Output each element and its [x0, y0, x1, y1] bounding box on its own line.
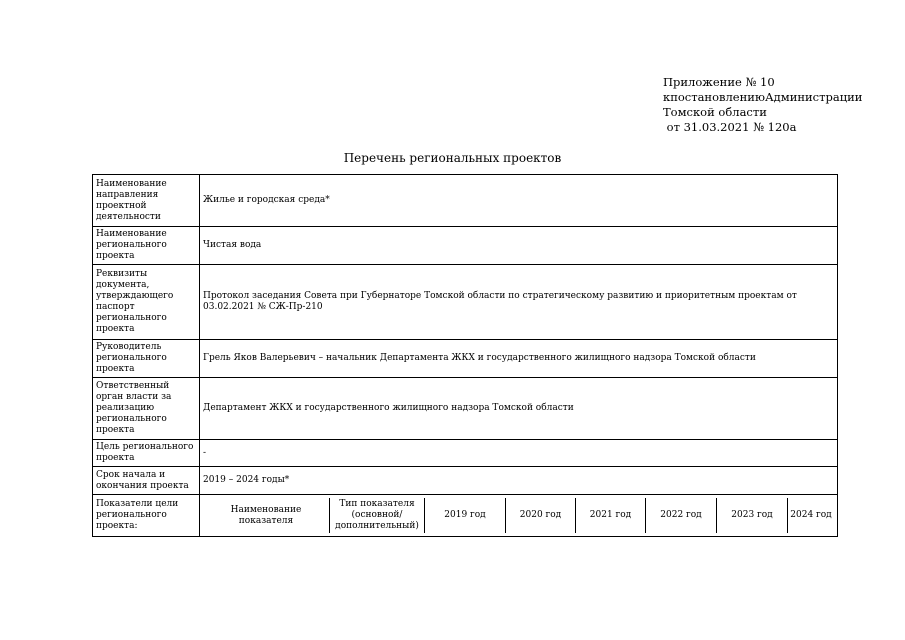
- table-row: [93, 175, 838, 227]
- projects-table: [92, 174, 838, 537]
- row-value: Протокол заседания Совета при Губернаторе Томской области по стратегическому развитию и приоритетным проектам от 03.02.2021 № СЖ-Пр-210: [200, 265, 838, 340]
- table-row: [93, 440, 838, 467]
- document-title: Перечень региональных проектов: [343, 151, 562, 165]
- row-label: Показатели цели регионального проекта:: [93, 495, 200, 537]
- appendix-word: постановлению: [670, 90, 765, 104]
- indicators-header-row: [203, 498, 834, 533]
- table-row: [93, 467, 838, 495]
- appendix-line-1: Приложение № 10: [663, 75, 775, 89]
- header-year-2021: 2021 год: [576, 498, 646, 533]
- table-row: [93, 227, 838, 265]
- appendix-word: Администрации: [764, 90, 863, 104]
- header-year-2022: 2022 год: [646, 498, 717, 533]
- header-year-2023: 2023 год: [717, 498, 788, 533]
- appendix-line-3: Томской области: [663, 105, 767, 119]
- row-value: Департамент ЖКХ и государственного жилищного надзора Томской области: [200, 378, 838, 440]
- indicators-header-cell: [200, 495, 838, 537]
- header-year-2019: 2019 год: [425, 498, 506, 533]
- header-indicator-type: Тип показателя (основной/ дополнительный): [330, 498, 425, 533]
- header-year-2024: 2024 год: [788, 498, 835, 533]
- table-row: [93, 340, 838, 378]
- row-value: Грель Яков Валерьевич – начальник Департамента ЖКХ и государственного жилищного надзора Томской области: [200, 340, 838, 378]
- row-label: Реквизиты документа, утверждающего паспорт регионального проекта: [93, 265, 200, 340]
- row-label: Ответственный орган власти за реализацию регионального проекта: [93, 378, 200, 440]
- header-year-2020: 2020 год: [506, 498, 576, 533]
- row-label: Цель регионального проекта: [93, 440, 200, 467]
- appendix-block: [663, 75, 861, 135]
- row-value: -: [200, 440, 838, 467]
- indicators-header-table: [203, 498, 834, 533]
- table-row: [93, 265, 838, 340]
- appendix-word: к: [663, 90, 671, 104]
- header-indicator-name: Наименование показателя: [230, 504, 302, 526]
- appendix-line-4: от 31.03.2021 № 120а: [663, 120, 797, 134]
- row-value: Жилье и городская среда*: [200, 175, 838, 227]
- appendix-line-2: [663, 90, 861, 105]
- row-value: 2019 – 2024 годы*: [200, 467, 838, 495]
- table-row-indicators: [93, 495, 838, 537]
- row-label: Наименование регионального проекта: [93, 227, 200, 265]
- row-value: Чистая вода: [200, 227, 838, 265]
- row-label: Срок начала и окончания проекта: [93, 467, 200, 495]
- row-label: Наименование направления проектной деятельности: [93, 175, 200, 227]
- table-row: [93, 378, 838, 440]
- row-label: Руководитель регионального проекта: [93, 340, 200, 378]
